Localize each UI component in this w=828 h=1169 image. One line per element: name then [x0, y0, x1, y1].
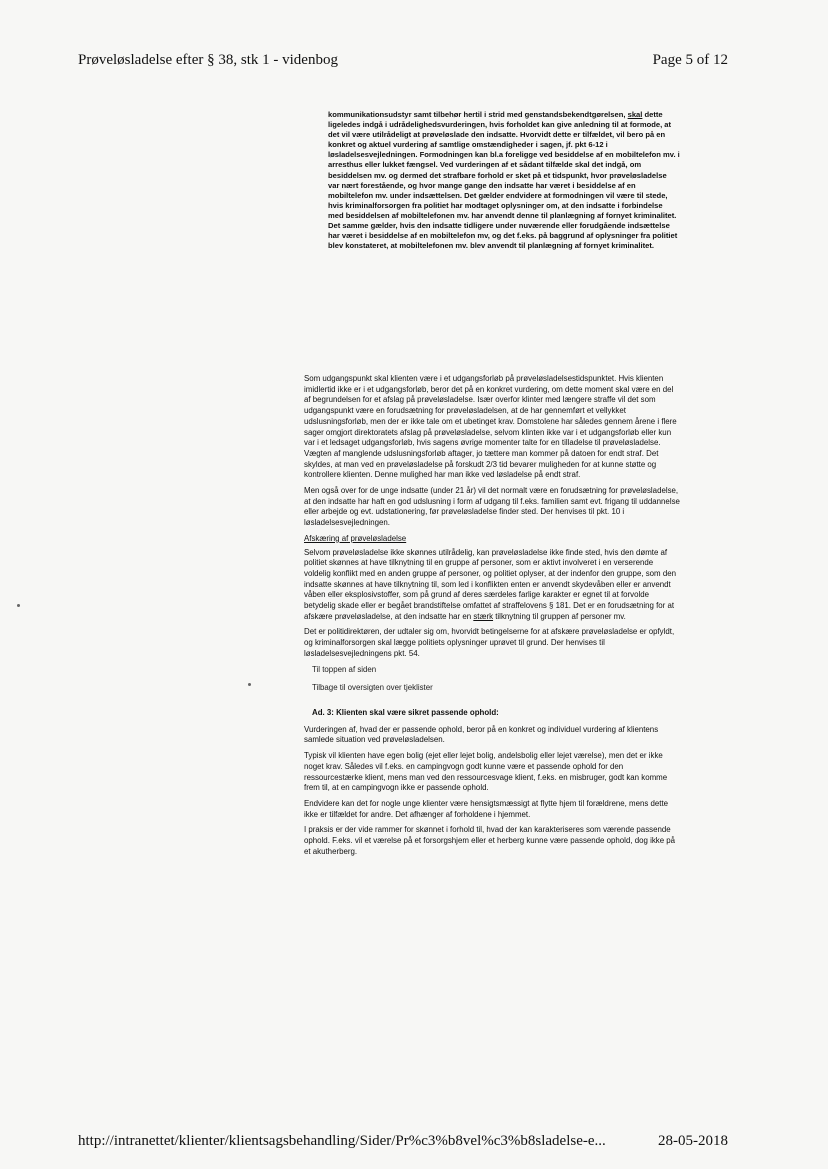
link-back-to-overview[interactable]: Tilbage til oversigten over tjeklister	[312, 683, 433, 693]
paragraph-unge-klienter: Endvidere kan det for nogle unge klienter være hensigtsmæssigt at flytte hjem til forældrene, mens dette ikke er tilfældet for andre. Det afhænger af forholdene i hjemmet.	[304, 798, 669, 819]
paragraph-praksis: I praksis er der vide rammer for skønnet i forhold til, hvad der kan karakteriseres som værende passende ophold. F.eks. vil et værelse på et forsorgshjem eller et herberg kunne være passende ophold, dog ikke på et akutherberg.	[304, 825, 676, 856]
scan-speck	[248, 683, 251, 686]
footer-date: 28-05-2018	[658, 1133, 728, 1149]
paragraph-afskaering: Selvom prøveløsladelse ikke skønnes utilrådelig, kan prøveløsladelse ikke finde sted, hvis den dømte af politiet skønnes at have tilknytning til en gruppe af personer, som er aktivt involveret i en verserende voldelig konflikt med en anden gruppe af personer, og politiet oplyser, at der indenfor den gruppe, som den indsatte skønnes at have tilknytning til, som led i konflikten enten er anvendt skydevåben eller er anvendt våben eller eksplosivstoffer, som på grund af deres særdeles farlige karakter er egnet til at forvolde betydelig skade eller er begået brandstiftelse omfattet af straffelovens § 181. Det er en forudsætning for at afskære prøveløsladelse, at den indsatte har en stærk tilknytning til gruppen af personer mv.	[304, 547, 676, 621]
paragraph-vurdering: Vurderingen af, hvad der er passende ophold, beror på en konkret og individuel vurdering af klientens samlede situation ved prøveløsladelsen.	[304, 724, 659, 745]
underlined-word: skal	[627, 110, 643, 119]
top-text-block	[328, 110, 680, 251]
page-header	[78, 52, 728, 69]
link-to-top[interactable]: Til toppen af siden	[312, 664, 377, 674]
top-paragraph: kommunikationsudstyr samt tilbehør hertil i strid med genstandsbekendtgørelsen, skal dette ligeledes indgå i udrådelighedsvurderingen, hvis forholdet kan give anledning til at formode, at det vil være utilrådeligt at prøveløslade den indsatte. Hvorvidt dette er tilfældet, vil bero på en konkret og aktuel vurdering af samtlige omstændigheder i sagen, jf. pkt 6-12 i løsladelsesvejledningen. Formodningen kan bl.a foreligge ved besiddelse af en mobiltelefon mv. i arresthus eller lukket fængsel. Ved vurderingen af et sådant tilfælde skal det indgå, om besiddelsen mv. og dermed det strafbare forhold er sket på et tidspunkt, hvor prøveløsladelse var nært forestående, og hvor mange gange den indsatte har været i besiddelse af en mobiltelefon mv. under indsættelsen. Det gælder endvidere at formodningen vil være til stede, hvis kriminalforsorgen fra politiet har modtaget oplysninger om, at den indsatte i forbindelse med besiddelsen af mobiltelefonen mv. har anvendt denne til planlægning af fornyet kriminalitet. Det samme gælder, hvis den indsatte tidligere under nuværende eller forudgående indsættelse har været i besiddelse af en mobiltelefon mv, og det f.eks. på baggrund af oplysninger fra politiet blev konstateret, at mobiltelefonen mv. blev anvendt til planlægning af fornyet kriminalitet.	[328, 110, 680, 251]
underlined-word-staerk: stærk	[473, 611, 494, 621]
paragraph-politidirektoer: Det er politidirektøren, der udtaler sig om, hvorvidt betingelserne for at afskære prøveløsladelse er opfyldt, og kriminalforsorgen skal lægge politiets oplysninger uprøvet til grund. Der henvises til løsladelsesvejledningens pkt. 54.	[304, 627, 675, 658]
scan-speck	[17, 604, 20, 607]
main-content	[304, 374, 680, 862]
paragraph-udgangsforloeb: Som udgangspunkt skal klienten være i et udgangsforløb på prøveløsladelsestidspunktet. Hvis klienten imidlertid ikke er i et udgangsforløb, beror det på en konkret vurdering, om dette moment skal være en del af begrundelsen for et afslag på prøveløsladelse. Især overfor klinter med længere straffe vil det som udgangspunkt være en forudsætning for prøveløsladelsen, at de har gennemført et vellykket udslusningsforløb, men der er ikke tale om et ubetinget krav. Domstolene har således gennem årene i flere sager omgjort direktoratets afslag på prøveløsladelse, selvom klinten ikke var i et udgangsforløb eller kun var i et ledsaget udgangsforløb, hvis sagens øvrige momenter talte for en tilladelse til prøveløsladelse. Vægten af manglende udslusningsforløb aftager, jo tættere man kommer på datoen for endt straf. Det skyldes, at man ved en prøveløsladelse på forskudt 2/3 tid bevarer muligheden for at kunne støtte og kontrollere klienten. Denne mulighed har man ikke ved løsladelse på endt straf.	[304, 374, 677, 480]
footer-url: http://intranettet/klienter/klientsagsbehandling/Sider/Pr%c3%b8vel%c3%b8sladelse-e...	[78, 1133, 606, 1149]
paragraph-unge-indsatte: Men også over for de unge indsatte (under 21 år) vil det normalt være en forudsætning for prøveløsladelse, at den indsatte har haft en god udslusning i form af udgang til f.eks. familien samt evt. frigang til uddannelse eller arbejde og evt. udstationering, før prøveløsladelse finder sted. Der henvises til pkt. 10 i løsladelsesvejledningen.	[304, 486, 680, 528]
subheading-afskaering: Afskæring af prøveløsladelse	[304, 533, 407, 543]
page-number: Page 5 of 12	[652, 52, 728, 68]
document-title: Prøveløsladelse efter § 38, stk 1 - videnbog	[78, 52, 338, 68]
paragraph-egen-bolig: Typisk vil klienten have egen bolig (ejet eller lejet bolig, andelsbolig eller lejet værelse), men det er ikke noget krav. Således vil f.eks. en campingvogn godt kunne være et passende ophold for den ressourcestærke klient, mens man ved den ressourcesvage klient, f.eks. en misbruger, godt kan komme frem til, at en campingvogn ikke er passende ophold.	[304, 751, 668, 793]
page-footer	[78, 1133, 728, 1150]
heading-ad-3: Ad. 3: Klienten skal være sikret passende ophold:	[312, 707, 499, 717]
